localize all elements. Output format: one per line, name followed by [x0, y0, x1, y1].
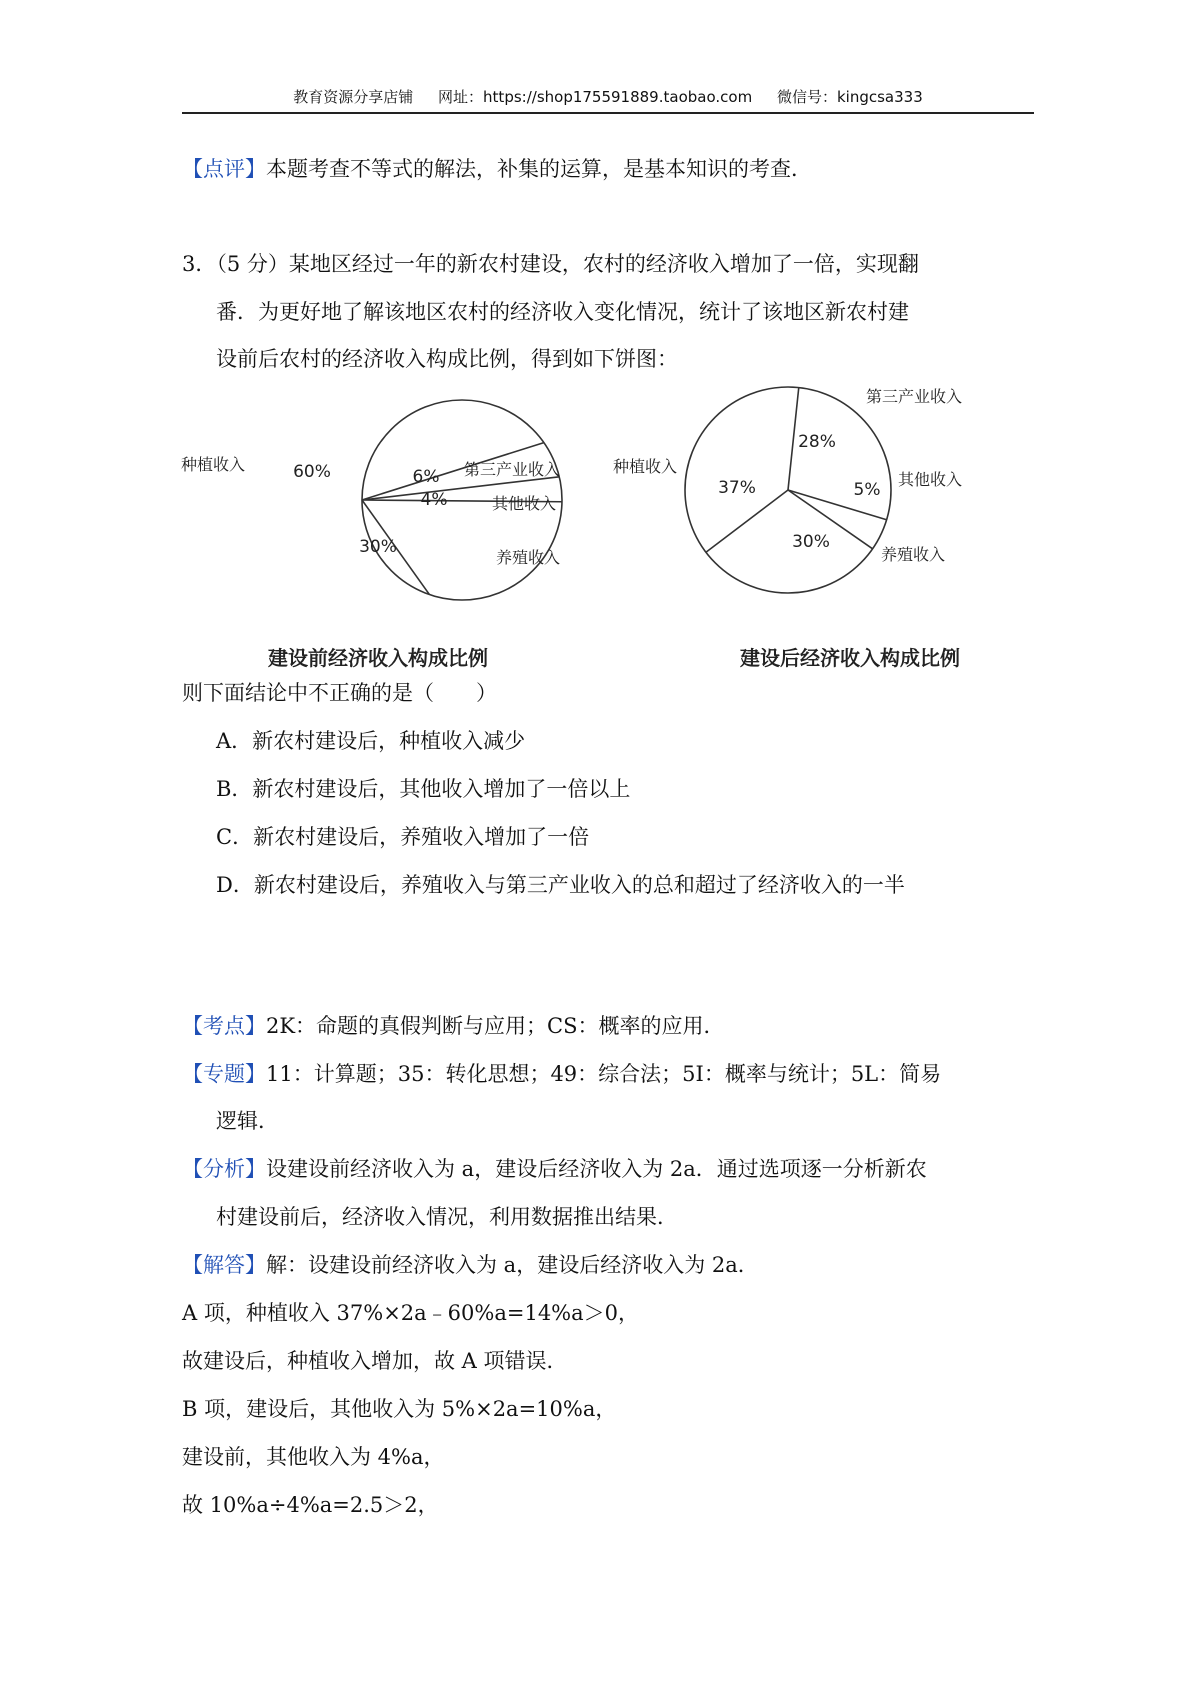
- kaodian-tag: 【考点】: [182, 1014, 266, 1038]
- jieda-line: [182, 1251, 759, 1279]
- solution-step-1: A 项，种植收入 37%×2a﹣60%a=14%a＞0，: [182, 1301, 640, 1325]
- pie-percent-label: 28%: [798, 432, 836, 452]
- pie-percent-label: 5%: [853, 480, 881, 500]
- pie-percent-label: 60%: [293, 462, 331, 482]
- kaodian-line: [182, 1012, 725, 1040]
- pie-chart-after: [612, 375, 1075, 625]
- zhuanti-line-1: [182, 1060, 941, 1088]
- comment-tag: 【点评】: [182, 157, 266, 181]
- pie-percent-label: 37%: [718, 478, 756, 498]
- pie-percent-label: 4%: [420, 490, 448, 510]
- question-line-3: 设前后农村的经济收入构成比例，得到如下饼图：: [216, 347, 678, 371]
- pie-category-label: 第三产业收入: [865, 387, 962, 406]
- header-url: 网址：https://shop175591889.taobao.com: [438, 88, 753, 106]
- pie-before-title: 建设前经济收入构成比例: [268, 646, 488, 670]
- zhuanti-line-2: 逻辑．: [216, 1109, 279, 1133]
- question-line-2: 番．为更好地了解该地区农村的经济收入变化情况，统计了该地区新农村建: [216, 300, 909, 324]
- header-divider: [182, 112, 1034, 114]
- solution-step-3: B 项，建设后，其他收入为 5%×2a=10%a，: [182, 1397, 617, 1421]
- jieda-text: 解：设建设前经济收入为 a，建设后经济收入为 2a．: [266, 1253, 759, 1277]
- solution-step-5: 故 10%a÷4%a=2.5＞2，: [182, 1493, 439, 1517]
- pie-category-label: 养殖收入: [880, 545, 945, 564]
- pie-after-title: 建设后经济收入构成比例: [740, 646, 960, 670]
- header-wechat: 微信号：kingcsa333: [776, 88, 923, 106]
- option-c: C．新农村建设后，养殖收入增加了一倍: [216, 825, 590, 849]
- pie-percent-label: 30%: [359, 537, 397, 557]
- pie-chart-before: [180, 385, 620, 625]
- comment-text: 本题考查不等式的解法，补集的运算，是基本知识的考查．: [266, 157, 812, 181]
- header-shop: 教育资源分享店铺: [293, 88, 414, 106]
- fenxi-text-1: 设建设前经济收入为 a，建设后经济收入为 2a．通过选项逐一分析新农: [266, 1157, 927, 1181]
- pie-category-label: 种植收入: [612, 457, 677, 476]
- pie-category-label: 其他收入: [897, 470, 962, 489]
- solution-step-2: 故建设后，种植收入增加，故 A 项错误．: [182, 1349, 568, 1373]
- pie-category-label: 第三产业收入: [463, 460, 560, 479]
- question-line-1: 3．（5 分）某地区经过一年的新农村建设，农村的经济收入增加了一倍，实现翻: [182, 252, 919, 276]
- option-d: D．新农村建设后，养殖收入与第三产业收入的总和超过了经济收入的一半: [216, 873, 905, 897]
- solution-step-4: 建设前，其他收入为 4%a，: [182, 1445, 445, 1469]
- fenxi-line-2: 村建设前后，经济收入情况，利用数据推出结果．: [216, 1205, 678, 1229]
- fenxi-line-1: [182, 1155, 927, 1183]
- pie-slice-boundary: [706, 490, 788, 552]
- page-header: [182, 86, 1034, 107]
- fenxi-tag: 【分析】: [182, 1157, 266, 1181]
- kaodian-text: 2K：命题的真假判断与应用；CS：概率的应用．: [266, 1014, 725, 1038]
- zhuanti-text-1: 11：计算题；35：转化思想；49：综合法；5I：概率与统计；5L：简易: [266, 1062, 942, 1086]
- question-prompt: 则下面结论中不正确的是（ ）: [182, 681, 497, 705]
- option-a: A．新农村建设后，种植收入减少: [216, 729, 526, 753]
- pie-percent-label: 6%: [412, 467, 440, 487]
- pie-category-label: 种植收入: [180, 455, 245, 474]
- pie-percent-label: 30%: [792, 532, 830, 552]
- option-b: B．新农村建设后，其他收入增加了一倍以上: [216, 777, 631, 801]
- zhuanti-tag: 【专题】: [182, 1062, 266, 1086]
- jieda-tag: 【解答】: [182, 1253, 266, 1277]
- pie-category-label: 养殖收入: [495, 548, 560, 567]
- pie-category-label: 其他收入: [491, 494, 556, 513]
- comment-line: [182, 155, 812, 183]
